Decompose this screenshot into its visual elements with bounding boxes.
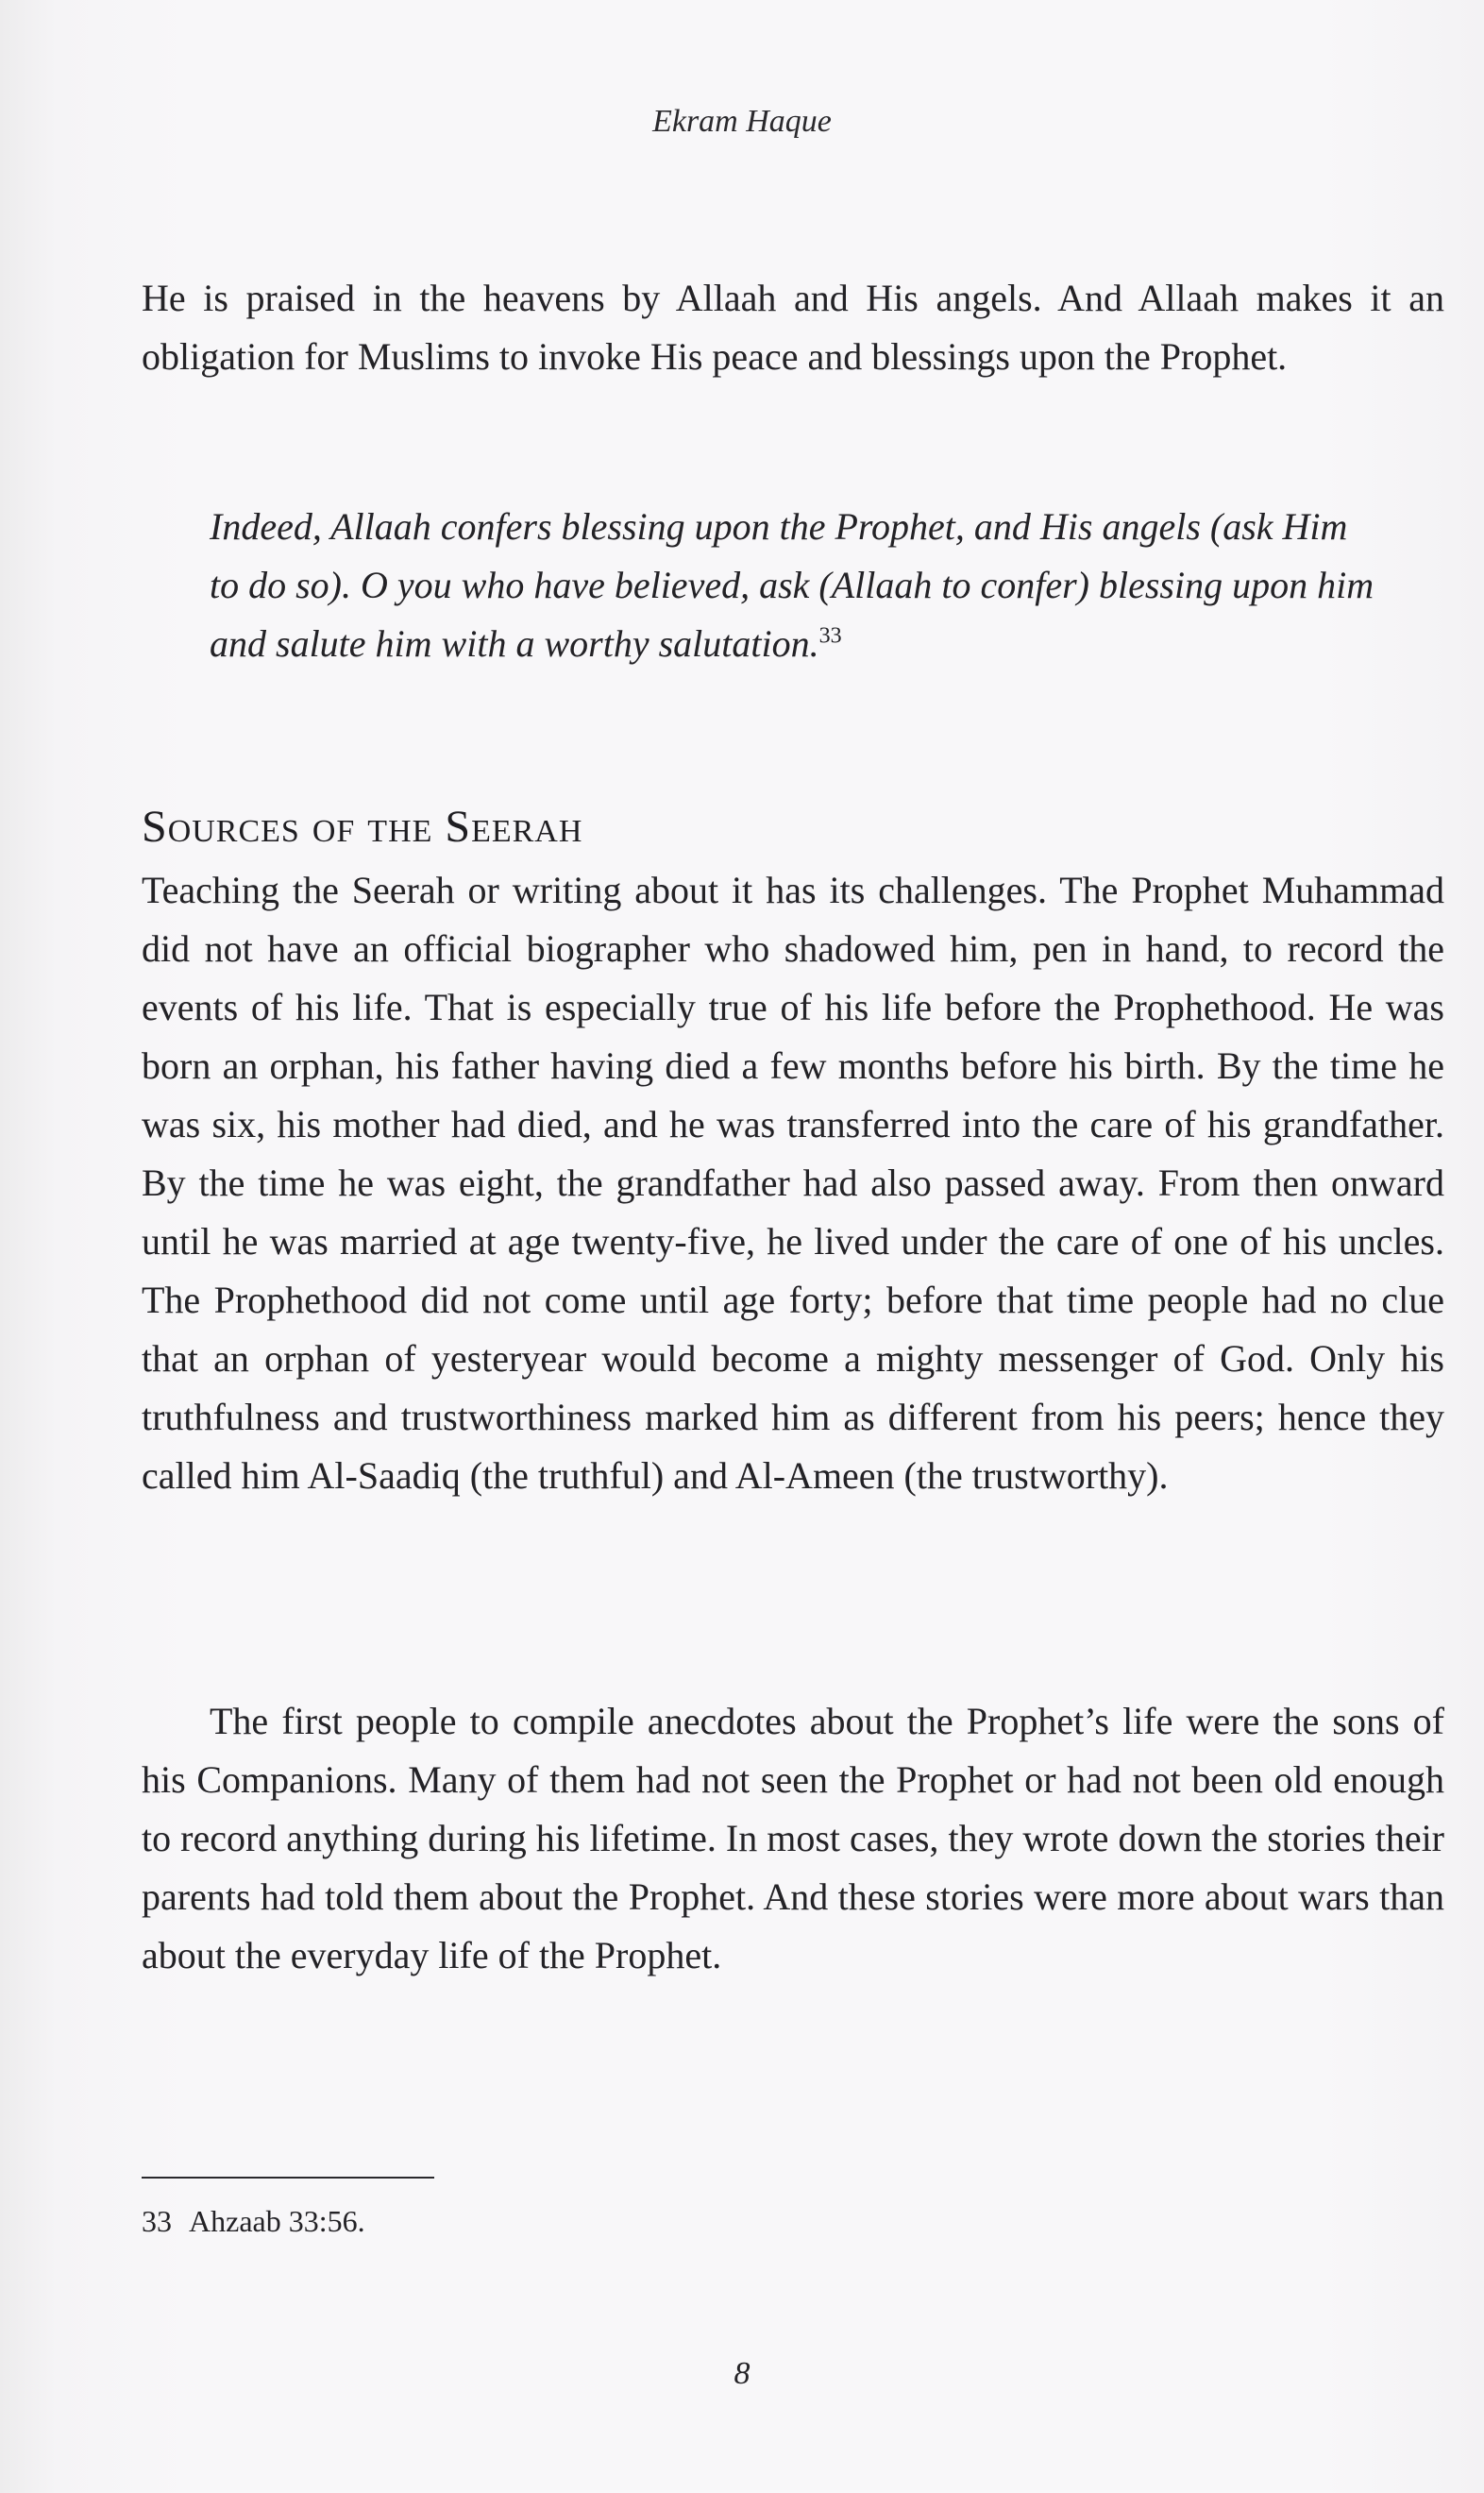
- paragraph-praised: He is praised in the heavens by Allaah and His angels. And Allaah makes it an obligation for Muslims to invoke His peace and blessings upon the Prophet.: [142, 277, 1444, 378]
- paragraph-first-compilers: The first people to compile anecdotes about the Prophet’s life were the sons of his Companions. Many of them had not seen the Prophet or had not been old enough to record anything during his lifetime. In most cases, they wrote down the stories their parents had told them about the Prophet. And these stories were more about wars than about the everyday life of the Prophet.: [142, 1700, 1444, 1976]
- section-heading: Sources of the Seerah: [142, 802, 583, 852]
- footnote-reference[interactable]: 33: [818, 623, 842, 649]
- quranic-quote: [210, 498, 1380, 673]
- footnote-number: 33: [142, 2204, 172, 2238]
- footnote-divider: [142, 2177, 434, 2179]
- page-number: 8: [734, 2356, 750, 2391]
- footnote-text: Ahzaab 33:56.: [189, 2204, 365, 2238]
- quote-text: Indeed, Allaah confers blessing upon the Prophet, and His angels (ask Him to do so). O you who have believed, ask (Allaah to confer) blessing upon him and salute him with a worthy salutation.: [210, 505, 1374, 665]
- running-head: Ekram Haque: [652, 104, 832, 139]
- paragraph-teaching-seerah: Teaching the Seerah or writing about it has its challenges. The Prophet Muhammad did not have an official biographer who shadowed him, pen in hand, to record the events of his life. That is especially true of his life before the Prophethood. He was born an orphan, his father having died a few months before his birth. By the time he was six, his mother had died, and he was transferred into the care of his grandfather. By the time he was eight, the grandfather had also passed away. From then onward until he was married at age twenty-five, he lived under the care of one of his uncles. The Prophethood did not come until age forty; before that time people had no clue that an orphan of yesteryear would become a mighty messenger of God. Only his truthfulness and trustworthiness marked him as different from his peers; hence they called him Al-Saadiq (the truthful) and Al-Ameen (the trustworthy).: [142, 869, 1444, 1497]
- footnote: [142, 2200, 365, 2242]
